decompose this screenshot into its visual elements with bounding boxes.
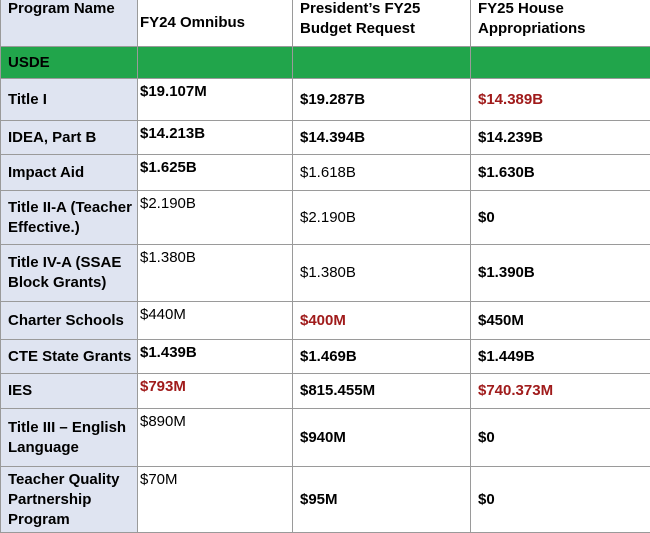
fy24-omnibus-cell: $1.625B bbox=[138, 155, 293, 191]
president-fy25-cell: $1.380B bbox=[293, 245, 471, 302]
table-row bbox=[1, 302, 650, 340]
fy25-house-cell: $14.239B bbox=[471, 121, 650, 155]
fy24-omnibus-cell: $890M bbox=[138, 409, 293, 467]
president-fy25-cell: $2.190B bbox=[293, 191, 471, 245]
fy24-omnibus-cell: $14.213B bbox=[138, 121, 293, 155]
header-president-fy25: President’s FY25 Budget Request bbox=[293, 0, 471, 47]
table-row bbox=[1, 340, 650, 374]
header-fy25-house: FY25 House Appropriations bbox=[471, 0, 650, 47]
fy25-house-cell: $0 bbox=[471, 191, 650, 245]
table-row bbox=[1, 245, 650, 302]
section-row bbox=[1, 47, 650, 79]
fy25-house-cell: $1.449B bbox=[471, 340, 650, 374]
fy25-house-cell: $450M bbox=[471, 302, 650, 340]
program-name-cell: CTE State Grants bbox=[1, 340, 138, 374]
fy25-house-cell: $740.373M bbox=[471, 374, 650, 409]
section-cell bbox=[293, 47, 471, 79]
president-fy25-cell: $1.469B bbox=[293, 340, 471, 374]
header-row bbox=[1, 0, 650, 47]
program-name-cell: Title I bbox=[1, 79, 138, 121]
program-name-cell: Charter Schools bbox=[1, 302, 138, 340]
fy24-omnibus-cell: $1.380B bbox=[138, 245, 293, 302]
fy24-omnibus-cell: $793M bbox=[138, 374, 293, 409]
section-label: USDE bbox=[1, 47, 138, 79]
program-name-cell: IES bbox=[1, 374, 138, 409]
program-name-cell: Title IV-A (SSAE Block Grants) bbox=[1, 245, 138, 302]
program-name-cell: Impact Aid bbox=[1, 155, 138, 191]
president-fy25-cell: $14.394B bbox=[293, 121, 471, 155]
header-fy24-omnibus: FY24 Omnibus bbox=[138, 0, 293, 47]
fy24-omnibus-cell: $70M bbox=[138, 467, 293, 533]
fy25-house-cell: $0 bbox=[471, 467, 650, 533]
table-row bbox=[1, 79, 650, 121]
fy25-house-cell: $1.630B bbox=[471, 155, 650, 191]
fy24-omnibus-cell: $19.107M bbox=[138, 79, 293, 121]
table-row bbox=[1, 374, 650, 409]
program-name-cell: IDEA, Part B bbox=[1, 121, 138, 155]
section-cell bbox=[471, 47, 650, 79]
table-row bbox=[1, 121, 650, 155]
table-row bbox=[1, 155, 650, 191]
fy25-house-cell: $0 bbox=[471, 409, 650, 467]
program-name-cell: Title III – English Language bbox=[1, 409, 138, 467]
fy24-omnibus-cell: $440M bbox=[138, 302, 293, 340]
president-fy25-cell: $95M bbox=[293, 467, 471, 533]
fy25-house-cell: $14.389B bbox=[471, 79, 650, 121]
program-name-cell: Teacher Quality Partnership Program bbox=[1, 467, 138, 533]
fy24-omnibus-cell: $2.190B bbox=[138, 191, 293, 245]
president-fy25-cell: $19.287B bbox=[293, 79, 471, 121]
section-cell bbox=[138, 47, 293, 79]
table-row bbox=[1, 191, 650, 245]
president-fy25-cell: $400M bbox=[293, 302, 471, 340]
header-program-name: Program Name bbox=[1, 0, 138, 47]
table-row bbox=[1, 409, 650, 467]
president-fy25-cell: $815.455M bbox=[293, 374, 471, 409]
fy24-omnibus-cell: $1.439B bbox=[138, 340, 293, 374]
fy25-house-cell: $1.390B bbox=[471, 245, 650, 302]
president-fy25-cell: $940M bbox=[293, 409, 471, 467]
program-name-cell: Title II-A (Teacher Effective.) bbox=[1, 191, 138, 245]
table-row bbox=[1, 467, 650, 533]
president-fy25-cell: $1.618B bbox=[293, 155, 471, 191]
